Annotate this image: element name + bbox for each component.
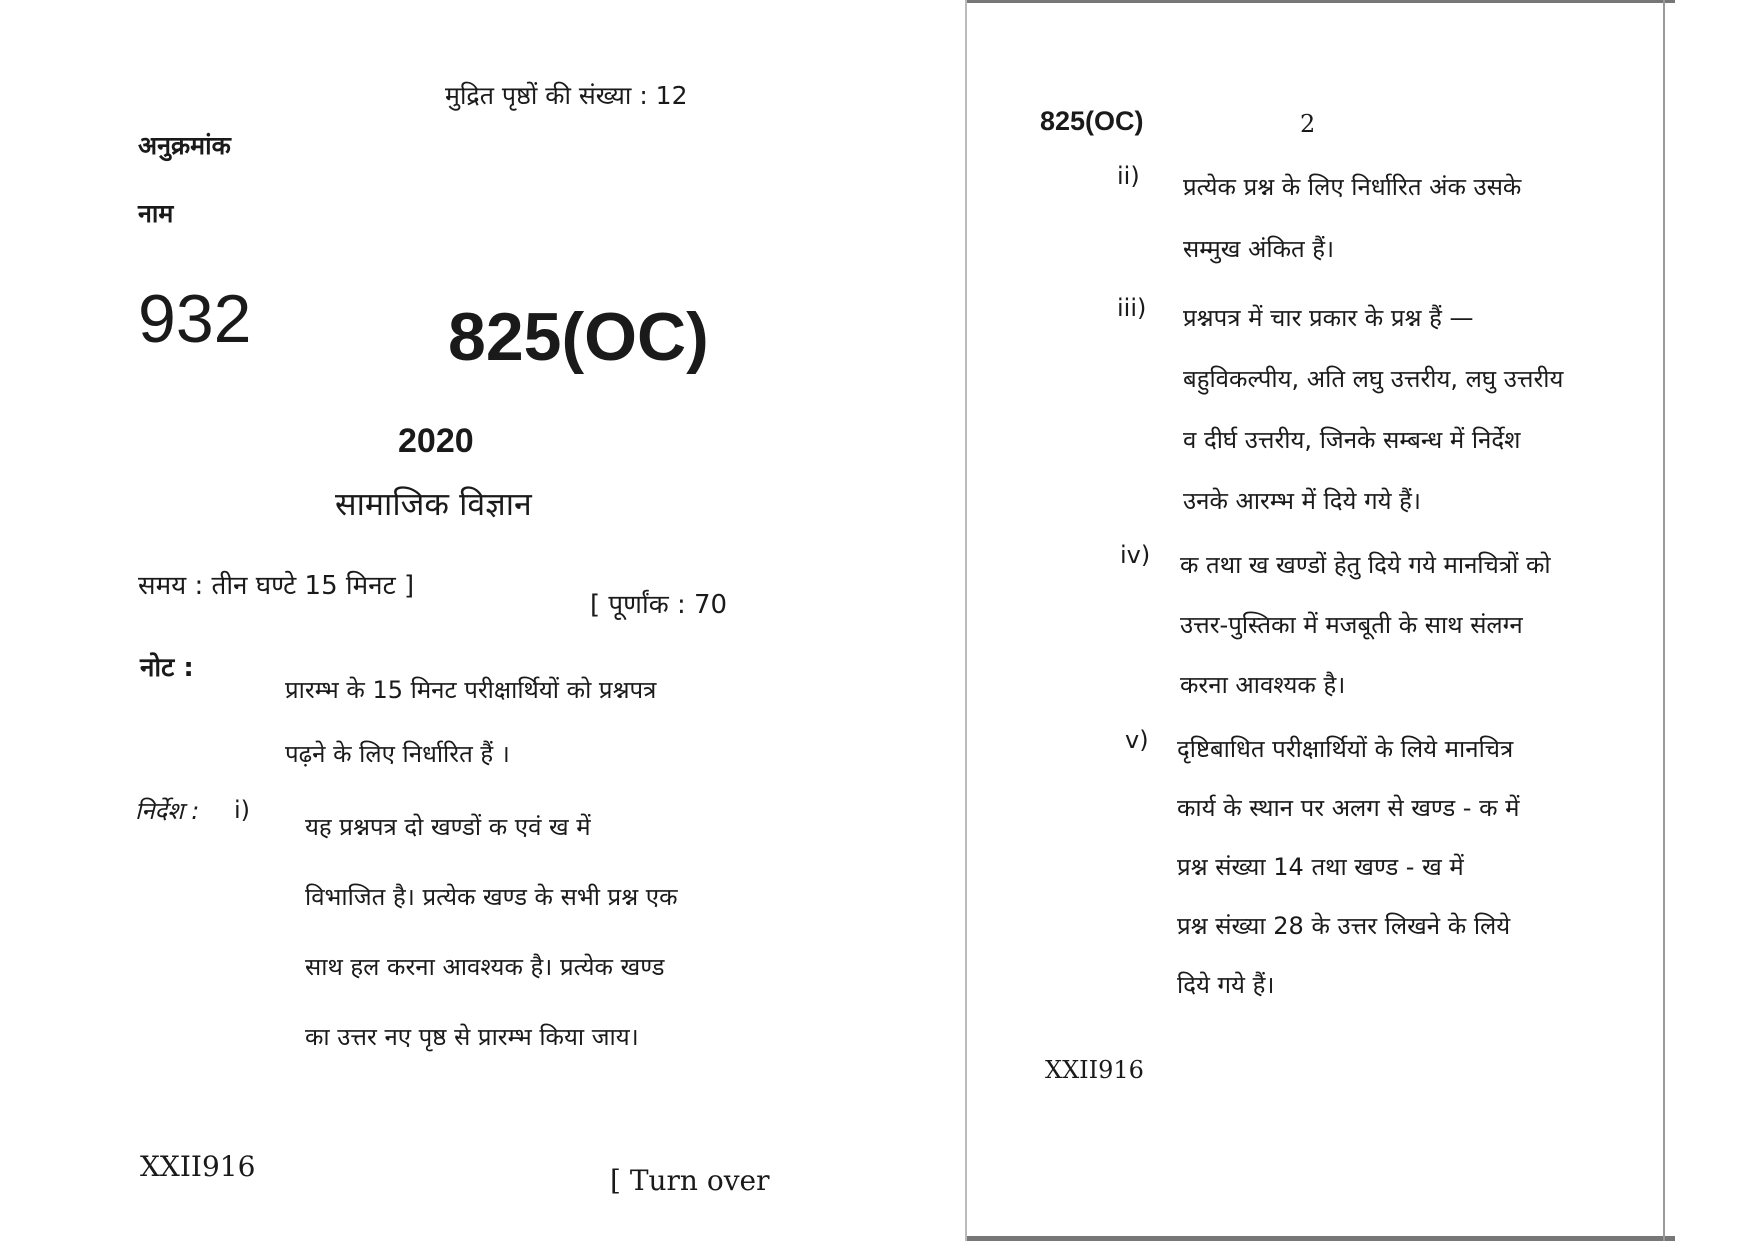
footer-code: XXII916 [1045,1056,1144,1084]
item-line: दृष्टिबाधित परीक्षार्थियों के लिये मानचित्र [1177,735,1514,763]
page-number: 2 [1300,110,1316,138]
item-line: कार्य के स्थान पर अलग से खण्ड - क में [1177,794,1520,822]
instruction-number: i) [234,796,251,824]
instruction-item [1180,535,1551,715]
exam-time: समय : तीन घण्टे 15 मिनट ] [138,571,415,601]
item-number: ii) [1117,162,1140,190]
item-number: v) [1125,726,1149,754]
item-line: प्रत्येक प्रश्न के लिए निर्धारित अंक उसके [1183,173,1522,201]
item-line: सम्मुख अंकित हैं। [1183,235,1335,263]
instruction-line: विभाजित है। प्रत्येक खण्ड के सभी प्रश्न एक [305,883,678,911]
item-line: प्रश्न संख्या 14 तथा खण्ड - ख में [1177,853,1464,881]
subject-title: सामाजिक विज्ञान [335,485,532,523]
paper-number: 932 [138,281,252,357]
paper-code: 825(OC) [448,299,709,375]
item-line: करना आवश्यक है। [1180,671,1346,699]
instruction-i-text [305,792,678,1072]
note-label: नोट : [140,653,194,683]
item-line: उनके आरम्भ में दिये गये हैं। [1183,487,1421,515]
item-line: बहुविकल्पीय, अति लघु उत्तरीय, लघु उत्तरीय [1183,365,1564,393]
item-line: उत्तर-पुस्तिका में मजबूती के साथ संलग्न [1180,611,1523,639]
item-line: दिये गये हैं। [1177,971,1275,999]
instruction-line: यह प्रश्नपत्र दो खण्डों क एवं ख में [305,813,591,841]
item-line: प्रश्न संख्या 28 के उत्तर लिखने के लिये [1177,912,1511,940]
item-line: क तथा ख खण्डों हेतु दिये गये मानचित्रों को [1180,551,1551,579]
item-line: व दीर्घ उत्तरीय, जिनके सम्बन्ध में निर्देश [1183,426,1521,454]
left-page [0,0,860,1241]
instruction-line: का उत्तर नए पृष्ठ से प्रारम्भ किया जाय। [305,1023,639,1051]
note-line: पढ़ने के लिए निर्धारित हैं । [285,740,510,768]
item-number: iv) [1120,541,1151,569]
note-line: प्रारम्भ के 15 मिनट परीक्षार्थियों को प्रश्नपत्र [285,676,657,704]
item-number: iii) [1117,294,1147,322]
instructions-label: निर्देश : [135,797,200,825]
instruction-item [1177,720,1520,1015]
printed-pages-count: मुद्रित पृष्ठों की संख्या : 12 [445,81,688,110]
exam-year: 2020 [398,422,474,460]
name-label: नाम [138,199,174,228]
footer-code: XXII916 [140,1150,256,1183]
item-line: प्रश्नपत्र में चार प्रकार के प्रश्न हैं — [1183,304,1474,332]
instruction-item [1183,288,1563,532]
max-marks: [ पूर्णांक : 70 [590,590,728,620]
instruction-line: साथ हल करना आवश्यक है। प्रत्येक खण्ड [305,953,665,981]
turn-over: [ Turn over [610,1164,770,1197]
roll-number-label: अनुक्रमांक [138,131,231,160]
note-text [285,658,656,786]
instruction-item [1183,156,1521,280]
right-page [965,0,1675,1241]
header-code: 825(OC) [1040,106,1144,136]
